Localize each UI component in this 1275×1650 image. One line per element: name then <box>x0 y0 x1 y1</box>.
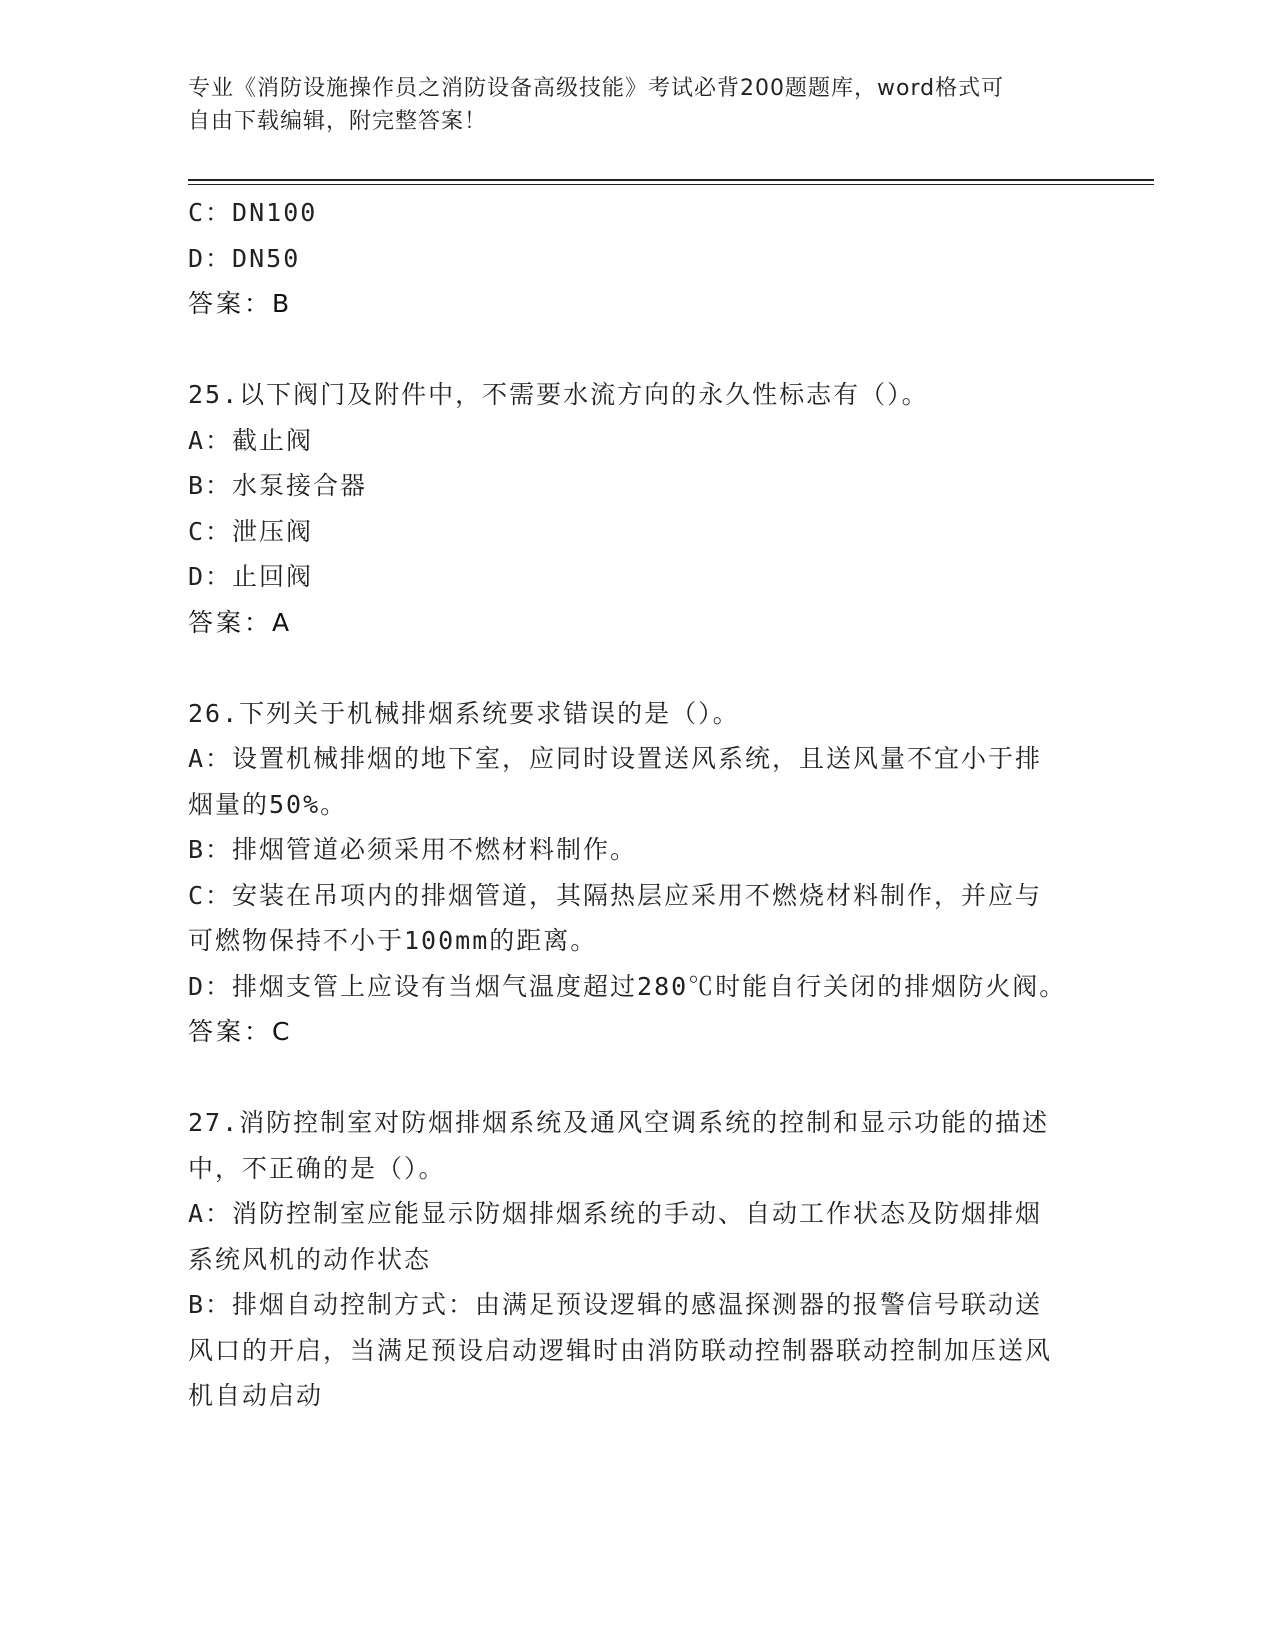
question-24-tail <box>188 190 1088 327</box>
option-a: A：设置机械排烟的地下室，应同时设置送风系统，且送风量不宜小于排烟量的50%。 <box>188 744 1043 819</box>
option-c: C：泄压阀 <box>188 516 314 546</box>
option-c: C：安装在吊项内的排烟管道，其隔热层应采用不燃烧材料制作，并应与可燃物保持不小于100mm的距离。 <box>188 880 1043 955</box>
answer-label: 答案：C <box>188 1017 293 1046</box>
question-stem: 27.消防控制室对防烟排烟系统及通风空调系统的控制和显示功能的描述中，不正确的是（）。 <box>188 1108 1050 1183</box>
option-b: B：排烟自动控制方式：由满足预设逻辑的感温探测器的报警信号联动送风口的开启，当满足预设启动逻辑时由消防联动控制器联动控制加压送风机自动启动 <box>188 1290 1053 1410</box>
question-25 <box>188 372 1088 645</box>
header-divider-thick <box>188 179 1154 181</box>
spacer <box>188 327 1088 373</box>
option-d: D：排烟支管上应设有当烟气温度超过280℃时能自行关闭的排烟防火阀。 <box>188 971 1067 1001</box>
spacer <box>188 645 1088 691</box>
option-a: A：截止阀 <box>188 425 314 455</box>
document-header <box>188 72 1068 138</box>
option-c: C：DN100 <box>188 198 318 227</box>
option-d: D：DN50 <box>188 243 301 273</box>
question-26 <box>188 691 1088 1055</box>
spacer <box>188 1055 1088 1101</box>
document-body <box>188 190 1088 1419</box>
option-b: B：水泵接合器 <box>188 471 368 500</box>
question-27 <box>188 1100 1088 1419</box>
question-stem: 25.以下阀门及附件中，不需要水流方向的永久性标志有（）。 <box>188 380 929 409</box>
header-title-line-1: 专业《消防设施操作员之消防设备高级技能》考试必背200题题库，word格式可 <box>188 76 1005 101</box>
option-b: B：排烟管道必须采用不燃材料制作。 <box>188 835 638 864</box>
answer-label: 答案：B <box>188 289 293 318</box>
option-a: A：消防控制室应能显示防烟排烟系统的手动、自动工作状态及防烟排烟系统风机的动作状态 <box>188 1199 1043 1274</box>
header-divider-thin <box>188 184 1154 185</box>
answer-label: 答案：A <box>188 607 293 637</box>
option-d: D：止回阀 <box>188 562 314 591</box>
question-stem: 26.下列关于机械排烟系统要求错误的是（）。 <box>188 698 740 728</box>
header-title-line-2: 自由下载编辑，附完整答案！ <box>188 109 488 134</box>
